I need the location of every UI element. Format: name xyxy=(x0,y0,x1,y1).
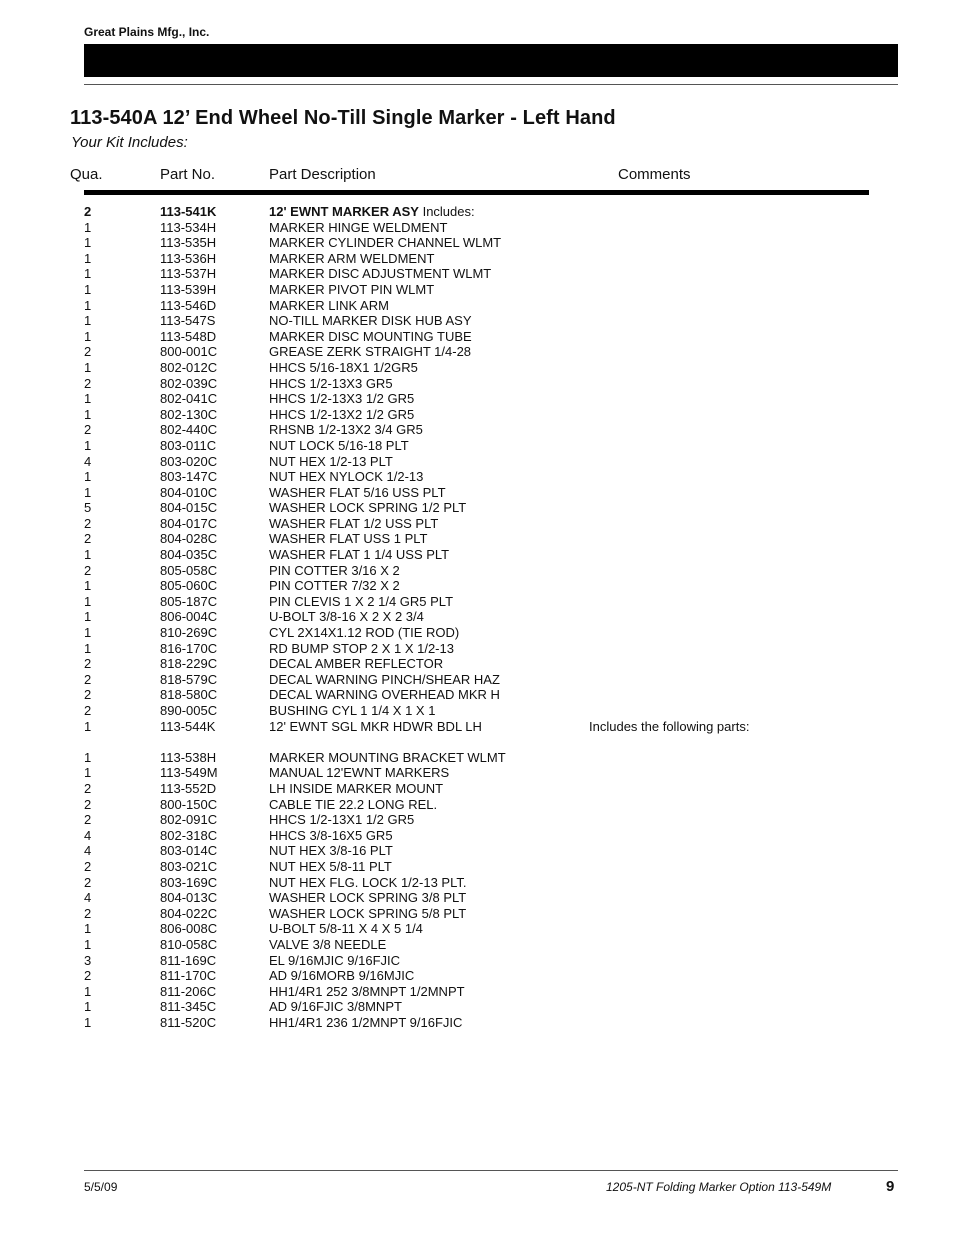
part-number-cell: 810-269C xyxy=(160,625,218,641)
qty-cell: 1 xyxy=(84,250,92,266)
description-cell: GREASE ZERK STRAIGHT 1/4-28 xyxy=(269,344,472,360)
part-number-cell: 806-008C xyxy=(160,921,218,937)
part-number-cell: 818-580C xyxy=(160,687,218,703)
part-number-cell: 805-187C xyxy=(160,593,218,609)
description-cell: NUT HEX 3/8-16 PLT xyxy=(269,843,393,859)
qty-cell: 2 xyxy=(84,656,92,672)
qty-cell: 1 xyxy=(84,313,92,329)
qty-cell: 1 xyxy=(84,469,92,485)
description-cell: WASHER LOCK SPRING 1/2 PLT xyxy=(269,500,467,516)
qty-cell: 1 xyxy=(84,359,92,375)
description-cell: EL 9/16MJIC 9/16FJIC xyxy=(269,952,401,968)
part-number-cell: 818-579C xyxy=(160,671,218,687)
description-cell: PIN COTTER 3/16 X 2 xyxy=(269,562,400,578)
part-number-cell: 113-549M xyxy=(160,765,218,781)
table-row xyxy=(0,890,954,906)
table-row xyxy=(0,251,954,267)
description-cell: HHCS 1/2-13X3 GR5 xyxy=(269,375,393,391)
part-number-cell: 802-012C xyxy=(160,359,218,375)
description-cell: WASHER FLAT 1 1/4 USS PLT xyxy=(269,547,450,563)
part-number-cell: 804-017C xyxy=(160,515,218,531)
qty-cell: 2 xyxy=(84,812,92,828)
description-cell: MARKER MOUNTING BRACKET WLMT xyxy=(269,749,506,765)
part-number-cell: 113-535H xyxy=(160,235,217,251)
part-number-cell: 113-538H xyxy=(160,749,217,765)
description-cell: DECAL WARNING OVERHEAD MKR H xyxy=(269,687,500,703)
table-row xyxy=(0,344,954,360)
part-number-cell: 811-170C xyxy=(160,968,217,984)
description-cell: MARKER LINK ARM xyxy=(269,297,389,313)
description-cell: PIN COTTER 7/32 X 2 xyxy=(269,578,400,594)
table-row xyxy=(0,984,954,1000)
column-header-qty: Qua. xyxy=(70,166,103,183)
column-header-comments: Comments xyxy=(618,166,691,183)
description-cell: LH INSIDE MARKER MOUNT xyxy=(269,780,444,796)
column-header-description: Part Description xyxy=(269,166,376,183)
header-bar xyxy=(84,44,898,77)
description-cell: BUSHING CYL 1 1/4 X 1 X 1 xyxy=(269,703,436,718)
table-row-kit xyxy=(0,204,954,220)
part-number-cell: 113-544K xyxy=(160,718,216,734)
qty-cell: 1 xyxy=(84,406,92,422)
qty-cell: 2 xyxy=(84,874,92,890)
qty-cell: 2 xyxy=(84,905,92,921)
part-number-cell: 804-035C xyxy=(160,547,218,563)
table-row xyxy=(0,438,954,454)
qty-cell: 4 xyxy=(84,843,92,859)
qty-cell: 4 xyxy=(84,827,92,843)
description-cell: VALVE 3/8 NEEDLE xyxy=(269,936,387,952)
table-row xyxy=(0,656,954,672)
qty-cell: 1 xyxy=(84,999,92,1015)
description-cell: HHCS 5/16-18X1 1/2GR5 xyxy=(269,359,418,375)
qty-cell: 1 xyxy=(84,266,92,282)
main-parts-list xyxy=(0,220,954,735)
part-number-cell: 890-005C xyxy=(160,703,218,718)
table-row xyxy=(0,703,954,719)
qty-cell: 2 xyxy=(84,422,92,438)
description-cell: HHCS 1/2-13X3 1/2 GR5 xyxy=(269,391,415,407)
description-cell: AD 9/16MORB 9/16MJIC xyxy=(269,968,415,984)
parts-table xyxy=(0,204,954,1030)
description-cell: MARKER PIVOT PIN WLMT xyxy=(269,281,435,297)
part-number-cell: 806-004C xyxy=(160,609,218,625)
description-cell xyxy=(269,204,475,220)
part-number-cell: 113-536H xyxy=(160,250,217,266)
part-number-cell: 802-440C xyxy=(160,422,218,438)
qty-cell: 2 xyxy=(84,671,92,687)
part-number-cell: 803-014C xyxy=(160,843,218,859)
qty-cell: 2 xyxy=(84,780,92,796)
table-row xyxy=(0,266,954,282)
part-number-cell: 802-039C xyxy=(160,375,218,391)
qty-cell: 2 xyxy=(84,968,92,984)
qty-cell: 5 xyxy=(84,500,92,516)
qty-cell: 4 xyxy=(84,890,92,906)
qty-cell: 1 xyxy=(84,718,92,734)
table-row xyxy=(0,609,954,625)
table-row xyxy=(0,391,954,407)
description-cell: WASHER FLAT USS 1 PLT xyxy=(269,531,428,547)
table-row xyxy=(0,906,954,922)
description-cell: MARKER DISC ADJUSTMENT WLMT xyxy=(269,266,492,282)
part-number-cell: 802-130C xyxy=(160,406,218,422)
qty-cell: 1 xyxy=(84,578,92,594)
part-number-cell: 113-548D xyxy=(160,328,217,344)
part-number-cell: 802-318C xyxy=(160,827,218,843)
part-number-cell: 810-058C xyxy=(160,936,218,952)
table-row xyxy=(0,875,954,891)
table-row xyxy=(0,516,954,532)
description-cell: AD 9/16FJIC 3/8MNPT xyxy=(269,999,402,1015)
part-number-cell: 811-169C xyxy=(160,952,217,968)
qty-cell: 2 xyxy=(84,703,92,718)
qty-cell: 1 xyxy=(84,1014,92,1030)
description-cell: MANUAL 12'EWNT MARKERS xyxy=(269,765,450,781)
description-cell: RD BUMP STOP 2 X 1 X 1/2-13 xyxy=(269,640,454,656)
qty-cell: 1 xyxy=(84,593,92,609)
description-cell: U-BOLT 5/8-11 X 4 X 5 1/4 xyxy=(269,921,423,937)
table-header-rule xyxy=(84,190,869,195)
description-cell: NUT HEX FLG. LOCK 1/2-13 PLT. xyxy=(269,874,467,890)
table-row xyxy=(0,921,954,937)
table-row xyxy=(0,485,954,501)
table-row xyxy=(0,859,954,875)
part-number-cell: 804-013C xyxy=(160,890,218,906)
table-row xyxy=(0,298,954,314)
description-cell: MARKER CYLINDER CHANNEL WLMT xyxy=(269,235,502,251)
part-number-cell: 113-546D xyxy=(160,297,217,313)
description-cell: MARKER DISC MOUNTING TUBE xyxy=(269,328,472,344)
table-row xyxy=(0,719,954,735)
table-row xyxy=(0,578,954,594)
qty-cell: 1 xyxy=(84,391,92,407)
table-row xyxy=(0,563,954,579)
table-row xyxy=(0,454,954,470)
qty-cell: 1 xyxy=(84,749,92,765)
table-row xyxy=(0,329,954,345)
qty-cell: 1 xyxy=(84,609,92,625)
description-cell: NO-TILL MARKER DISK HUB ASY xyxy=(269,313,472,329)
qty-cell: 1 xyxy=(84,547,92,563)
part-number-cell: 804-022C xyxy=(160,905,218,921)
part-number-cell: 805-058C xyxy=(160,562,218,578)
comment-cell: Includes the following parts: xyxy=(589,718,750,734)
table-row xyxy=(0,828,954,844)
table-row xyxy=(0,968,954,984)
header-divider xyxy=(84,84,898,85)
part-number-cell: 803-021C xyxy=(160,858,218,874)
hardware-parts-list xyxy=(0,750,954,1031)
part-number-cell: 803-011C xyxy=(160,437,217,453)
qty-cell: 2 xyxy=(84,687,92,703)
page-title: 113-540A 12’ End Wheel No-Till Single Marker - Left Hand xyxy=(70,107,616,129)
description-cell: MARKER HINGE WELDMENT xyxy=(269,219,448,235)
company-name: Great Plains Mfg., Inc. xyxy=(84,25,210,39)
qty-cell: 1 xyxy=(84,235,92,251)
part-number-cell: 811-345C xyxy=(160,999,217,1015)
part-number-cell: 113-547S xyxy=(160,313,216,329)
part-number-cell: 800-150C xyxy=(160,796,218,812)
table-row xyxy=(0,313,954,329)
part-number-cell: 803-147C xyxy=(160,469,218,485)
qty-cell: 1 xyxy=(84,328,92,344)
qty-cell: 2 xyxy=(84,204,92,219)
part-number-cell: 800-001C xyxy=(160,344,218,360)
qty-cell: 2 xyxy=(84,562,92,578)
footer-document-title: 1205-NT Folding Marker Option 113-549M xyxy=(606,1180,832,1194)
part-number-cell: 803-169C xyxy=(160,874,218,890)
table-row xyxy=(0,547,954,563)
description-cell: NUT HEX NYLOCK 1/2-13 xyxy=(269,469,424,485)
description-cell: DECAL AMBER REFLECTOR xyxy=(269,656,444,672)
footer-divider xyxy=(84,1170,898,1171)
table-row xyxy=(0,360,954,376)
qty-cell: 1 xyxy=(84,219,92,235)
table-row xyxy=(0,531,954,547)
column-header-part: Part No. xyxy=(160,166,216,183)
description-cell: RHSNB 1/2-13X2 3/4 GR5 xyxy=(269,422,423,438)
description-cell: HHCS 1/2-13X2 1/2 GR5 xyxy=(269,406,415,422)
description-cell: HHCS 3/8-16X5 GR5 xyxy=(269,827,393,843)
part-number-cell: 805-060C xyxy=(160,578,218,594)
qty-cell: 1 xyxy=(84,936,92,952)
part-number-cell: 811-520C xyxy=(160,1014,217,1030)
table-row xyxy=(0,765,954,781)
description-cell: WASHER FLAT 5/16 USS PLT xyxy=(269,484,446,500)
description-cell: WASHER LOCK SPRING 3/8 PLT xyxy=(269,890,467,906)
part-number-cell: 803-020C xyxy=(160,453,218,469)
qty-cell: 3 xyxy=(84,952,92,968)
part-number-cell: 113-534H xyxy=(160,219,217,235)
description-cell: NUT LOCK 5/16-18 PLT xyxy=(269,437,409,453)
table-row xyxy=(0,376,954,392)
qty-cell: 2 xyxy=(84,796,92,812)
table-row xyxy=(0,687,954,703)
description-cell: HH1/4R1 236 1/2MNPT 9/16FJIC xyxy=(269,1014,463,1030)
table-row xyxy=(0,843,954,859)
description-cell: U-BOLT 3/8-16 X 2 X 2 3/4 xyxy=(269,609,424,625)
table-row xyxy=(0,594,954,610)
description-cell: DECAL WARNING PINCH/SHEAR HAZ xyxy=(269,671,500,687)
table-row xyxy=(0,672,954,688)
section-spacer xyxy=(0,734,954,750)
table-row xyxy=(0,937,954,953)
kit-includes-label: Includes: xyxy=(418,204,475,219)
description-cell: HHCS 1/2-13X1 1/2 GR5 xyxy=(269,812,415,828)
part-number-cell: 113-552D xyxy=(160,780,217,796)
part-number-cell: 816-170C xyxy=(160,640,218,656)
qty-cell: 2 xyxy=(84,375,92,391)
qty-cell: 2 xyxy=(84,515,92,531)
table-row xyxy=(0,220,954,236)
table-row xyxy=(0,500,954,516)
page-subtitle: Your Kit Includes: xyxy=(71,134,188,151)
table-row xyxy=(0,750,954,766)
qty-cell: 1 xyxy=(84,640,92,656)
description-cell: 12' EWNT SGL MKR HDWR BDL LH xyxy=(269,718,482,734)
table-row xyxy=(0,641,954,657)
part-number-cell: 113-539H xyxy=(160,281,217,297)
table-row xyxy=(0,469,954,485)
qty-cell: 2 xyxy=(84,858,92,874)
qty-cell: 1 xyxy=(84,921,92,937)
qty-cell: 1 xyxy=(84,484,92,500)
part-number-cell: 804-028C xyxy=(160,531,218,547)
table-row xyxy=(0,235,954,251)
page-number: 9 xyxy=(886,1178,895,1195)
kit-name: 12' EWNT MARKER ASY xyxy=(269,204,419,219)
description-cell: WASHER FLAT 1/2 USS PLT xyxy=(269,515,439,531)
description-cell: CABLE TIE 22.2 LONG REL. xyxy=(269,796,438,812)
qty-cell: 1 xyxy=(84,297,92,313)
part-number-cell: 113-541K xyxy=(160,204,217,219)
table-row xyxy=(0,953,954,969)
description-cell: WASHER LOCK SPRING 5/8 PLT xyxy=(269,905,467,921)
part-number-cell: 804-010C xyxy=(160,484,218,500)
part-number-cell: 802-041C xyxy=(160,391,218,407)
table-row xyxy=(0,781,954,797)
part-number-cell: 802-091C xyxy=(160,812,218,828)
description-cell: CYL 2X14X1.12 ROD (TIE ROD) xyxy=(269,625,460,641)
qty-cell: 1 xyxy=(84,625,92,641)
part-number-cell: 818-229C xyxy=(160,656,218,672)
qty-cell: 1 xyxy=(84,765,92,781)
table-row xyxy=(0,282,954,298)
qty-cell: 1 xyxy=(84,983,92,999)
part-number-cell: 804-015C xyxy=(160,500,218,516)
description-cell: HH1/4R1 252 3/8MNPT 1/2MNPT xyxy=(269,983,465,999)
qty-cell: 2 xyxy=(84,344,92,360)
table-row xyxy=(0,797,954,813)
qty-cell: 2 xyxy=(84,531,92,547)
description-cell: NUT HEX 1/2-13 PLT xyxy=(269,453,393,469)
table-row xyxy=(0,812,954,828)
qty-cell: 1 xyxy=(84,281,92,297)
qty-cell: 1 xyxy=(84,437,92,453)
table-row xyxy=(0,999,954,1015)
qty-cell: 4 xyxy=(84,453,92,469)
part-number-cell: 113-537H xyxy=(160,266,217,282)
table-row xyxy=(0,625,954,641)
description-cell: NUT HEX 5/8-11 PLT xyxy=(269,858,392,874)
description-cell: PIN CLEVIS 1 X 2 1/4 GR5 PLT xyxy=(269,593,454,609)
part-number-cell: 811-206C xyxy=(160,983,217,999)
footer-date: 5/5/09 xyxy=(84,1180,118,1194)
table-row xyxy=(0,422,954,438)
table-row xyxy=(0,407,954,423)
description-cell: MARKER ARM WELDMENT xyxy=(269,250,435,266)
table-row xyxy=(0,1015,954,1031)
